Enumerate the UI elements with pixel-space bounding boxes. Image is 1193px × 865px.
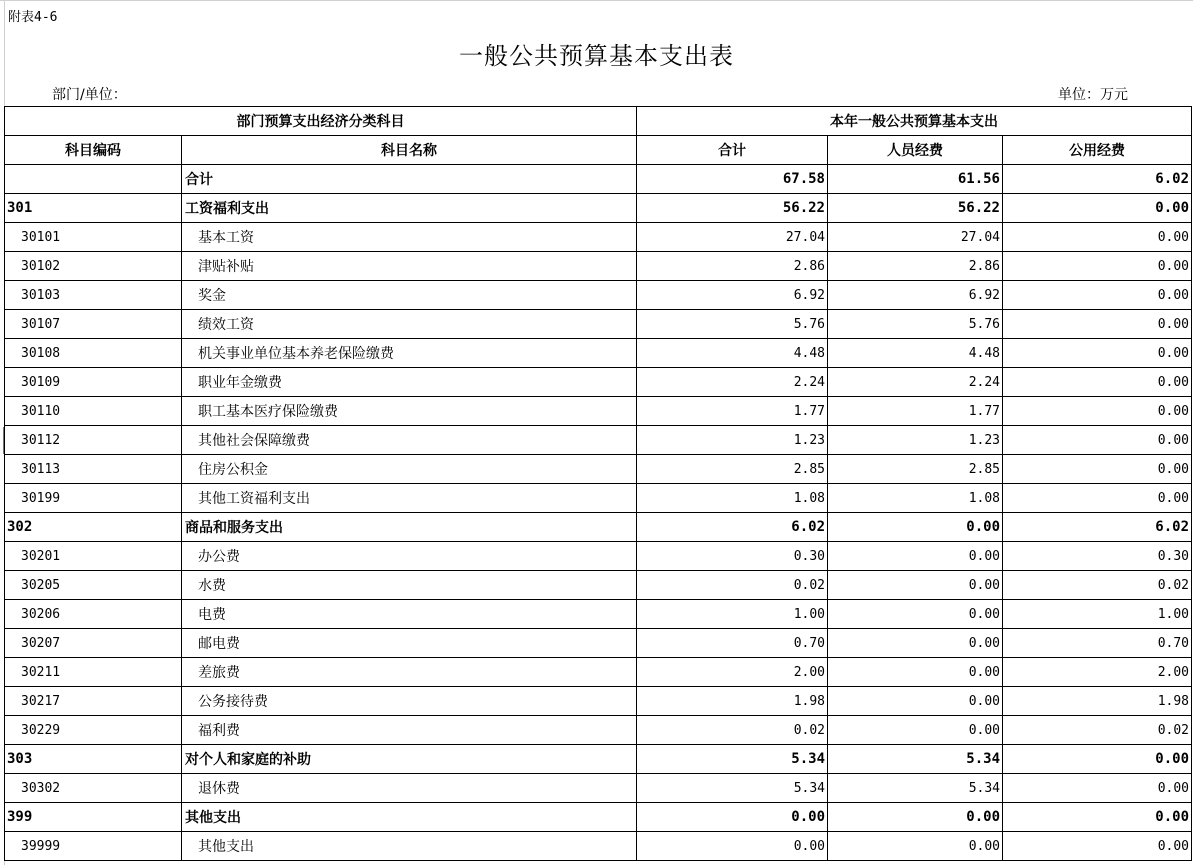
table-row [5,687,1192,716]
cell-name: 奖金 [182,281,637,310]
cell-public: 2.00 [1003,658,1192,687]
cell-total: 5.34 [637,745,828,774]
cell-total: 0.70 [637,629,828,658]
table-row [5,223,1192,252]
cell-name: 合计 [182,165,637,194]
cell-total: 67.58 [637,165,828,194]
cell-name: 福利费 [182,716,637,745]
table-row [5,397,1192,426]
column-header-total: 合计 [637,136,828,165]
cell-personnel: 0.00 [828,716,1003,745]
cell-name: 退休费 [182,774,637,803]
cell-public: 0.30 [1003,542,1192,571]
cell-public: 0.00 [1003,397,1192,426]
cell-personnel: 1.77 [828,397,1003,426]
cell-name: 公务接待费 [182,687,637,716]
cell-code: 30107 [5,310,182,339]
cell-code: 30206 [5,600,182,629]
cell-personnel: 0.00 [828,629,1003,658]
cell-personnel: 61.56 [828,165,1003,194]
cell-code: 30102 [5,252,182,281]
cell-personnel: 0.00 [828,542,1003,571]
cell-total: 1.98 [637,687,828,716]
cell-public: 0.02 [1003,716,1192,745]
table-row [5,455,1192,484]
cell-name: 差旅费 [182,658,637,687]
cell-name: 水费 [182,571,637,600]
cell-total: 1.23 [637,426,828,455]
table-row [5,368,1192,397]
cell-total: 0.00 [637,832,828,861]
cell-name: 津贴补贴 [182,252,637,281]
cell-name: 其他社会保障缴费 [182,426,637,455]
cell-public: 6.02 [1003,513,1192,542]
top-border [0,0,1193,1]
cell-total: 0.02 [637,571,828,600]
cell-public: 6.02 [1003,165,1192,194]
cell-code: 30207 [5,629,182,658]
cell-total: 5.76 [637,310,828,339]
cell-code: 30302 [5,774,182,803]
cell-code: 30201 [5,542,182,571]
table-row [5,165,1192,194]
group-header-left: 部门预算支出经济分类科目 [5,107,637,136]
table-row [5,339,1192,368]
cell-name: 工资福利支出 [182,194,637,223]
cell-code [5,165,182,194]
cell-public: 1.00 [1003,600,1192,629]
cell-name: 商品和服务支出 [182,513,637,542]
cell-name: 邮电费 [182,629,637,658]
cell-personnel: 0.00 [828,832,1003,861]
budget-table [4,106,1192,861]
cell-total: 0.30 [637,542,828,571]
cell-public: 0.70 [1003,629,1192,658]
cell-public: 0.00 [1003,426,1192,455]
cell-code: 30217 [5,687,182,716]
cell-personnel: 0.00 [828,600,1003,629]
cell-code: 301 [5,194,182,223]
column-header-row [5,136,1192,165]
cell-personnel: 0.00 [828,571,1003,600]
group-header-row [5,107,1192,136]
cell-personnel: 2.24 [828,368,1003,397]
cell-code: 399 [5,803,182,832]
cell-name: 电费 [182,600,637,629]
group-header-right: 本年一般公共预算基本支出 [637,107,1192,136]
column-header-personnel: 人员经费 [828,136,1003,165]
cell-personnel: 27.04 [828,223,1003,252]
column-header-public: 公用经费 [1003,136,1192,165]
table-row [5,658,1192,687]
table-row [5,194,1192,223]
table-row [5,542,1192,571]
column-header-code: 科目编码 [5,136,182,165]
department-label: 部门/单位： [52,87,127,103]
cell-personnel: 1.23 [828,426,1003,455]
table-row [5,513,1192,542]
cell-personnel: 5.34 [828,745,1003,774]
cell-total: 56.22 [637,194,828,223]
cell-personnel: 2.86 [828,252,1003,281]
cell-public: 0.00 [1003,832,1192,861]
cell-public: 0.00 [1003,803,1192,832]
cell-personnel: 0.00 [828,513,1003,542]
table-row [5,600,1192,629]
cell-code: 30103 [5,281,182,310]
cell-code: 39999 [5,832,182,861]
cell-total: 6.02 [637,513,828,542]
table-row [5,774,1192,803]
cell-total: 0.02 [637,716,828,745]
cell-name: 职业年金缴费 [182,368,637,397]
cell-public: 0.00 [1003,281,1192,310]
cell-code: 30229 [5,716,182,745]
cell-total: 1.77 [637,397,828,426]
cell-public: 0.00 [1003,484,1192,513]
cell-code: 303 [5,745,182,774]
unit-label: 单位：万元 [1058,87,1128,103]
table-row [5,716,1192,745]
table-row [5,252,1192,281]
cell-total: 6.92 [637,281,828,310]
cell-total: 5.34 [637,774,828,803]
cell-name: 住房公积金 [182,455,637,484]
cell-personnel: 0.00 [828,658,1003,687]
cell-personnel: 5.34 [828,774,1003,803]
cell-public: 0.02 [1003,571,1192,600]
table-row [5,310,1192,339]
cell-code: 30108 [5,339,182,368]
cell-public: 0.00 [1003,223,1192,252]
cell-personnel: 1.08 [828,484,1003,513]
cell-code: 30199 [5,484,182,513]
cell-personnel: 56.22 [828,194,1003,223]
cell-public: 1.98 [1003,687,1192,716]
cell-personnel: 5.76 [828,310,1003,339]
cell-code: 30101 [5,223,182,252]
cell-personnel: 4.48 [828,339,1003,368]
cell-code: 30110 [5,397,182,426]
cell-personnel: 2.85 [828,455,1003,484]
attachment-label: 附表4-6 [8,10,58,25]
cell-code: 30205 [5,571,182,600]
cell-name: 基本工资 [182,223,637,252]
table-row [5,484,1192,513]
cell-total: 4.48 [637,339,828,368]
cell-name: 其他工资福利支出 [182,484,637,513]
cell-public: 0.00 [1003,252,1192,281]
cell-public: 0.00 [1003,339,1192,368]
table-row [5,426,1192,455]
cell-code: 30112 [5,426,182,455]
table-row [5,571,1192,600]
column-header-name: 科目名称 [182,136,637,165]
cell-code: 30113 [5,455,182,484]
cell-public: 0.00 [1003,745,1192,774]
cell-public: 0.00 [1003,774,1192,803]
cell-personnel: 0.00 [828,687,1003,716]
cell-personnel: 6.92 [828,281,1003,310]
cell-name: 办公费 [182,542,637,571]
cell-total: 1.08 [637,484,828,513]
cell-personnel: 0.00 [828,803,1003,832]
cell-total: 2.86 [637,252,828,281]
table-row [5,281,1192,310]
cell-public: 0.00 [1003,455,1192,484]
page-title: 一般公共预算基本支出表 [459,42,734,70]
table-body [5,107,1192,861]
cell-public: 0.00 [1003,368,1192,397]
table-row [5,832,1192,861]
cell-total: 1.00 [637,600,828,629]
table-row [5,745,1192,774]
cell-name: 其他支出 [182,803,637,832]
cell-public: 0.00 [1003,310,1192,339]
table-row [5,803,1192,832]
cell-total: 2.85 [637,455,828,484]
cell-code: 30109 [5,368,182,397]
cell-name: 职工基本医疗保险缴费 [182,397,637,426]
cell-total: 2.24 [637,368,828,397]
cell-public: 0.00 [1003,194,1192,223]
cell-code: 302 [5,513,182,542]
cell-name: 其他支出 [182,832,637,861]
cell-code: 30211 [5,658,182,687]
cell-name: 绩效工资 [182,310,637,339]
table-row [5,629,1192,658]
cell-name: 机关事业单位基本养老保险缴费 [182,339,637,368]
cell-name: 对个人和家庭的补助 [182,745,637,774]
cell-total: 2.00 [637,658,828,687]
cell-total: 27.04 [637,223,828,252]
cell-total: 0.00 [637,803,828,832]
